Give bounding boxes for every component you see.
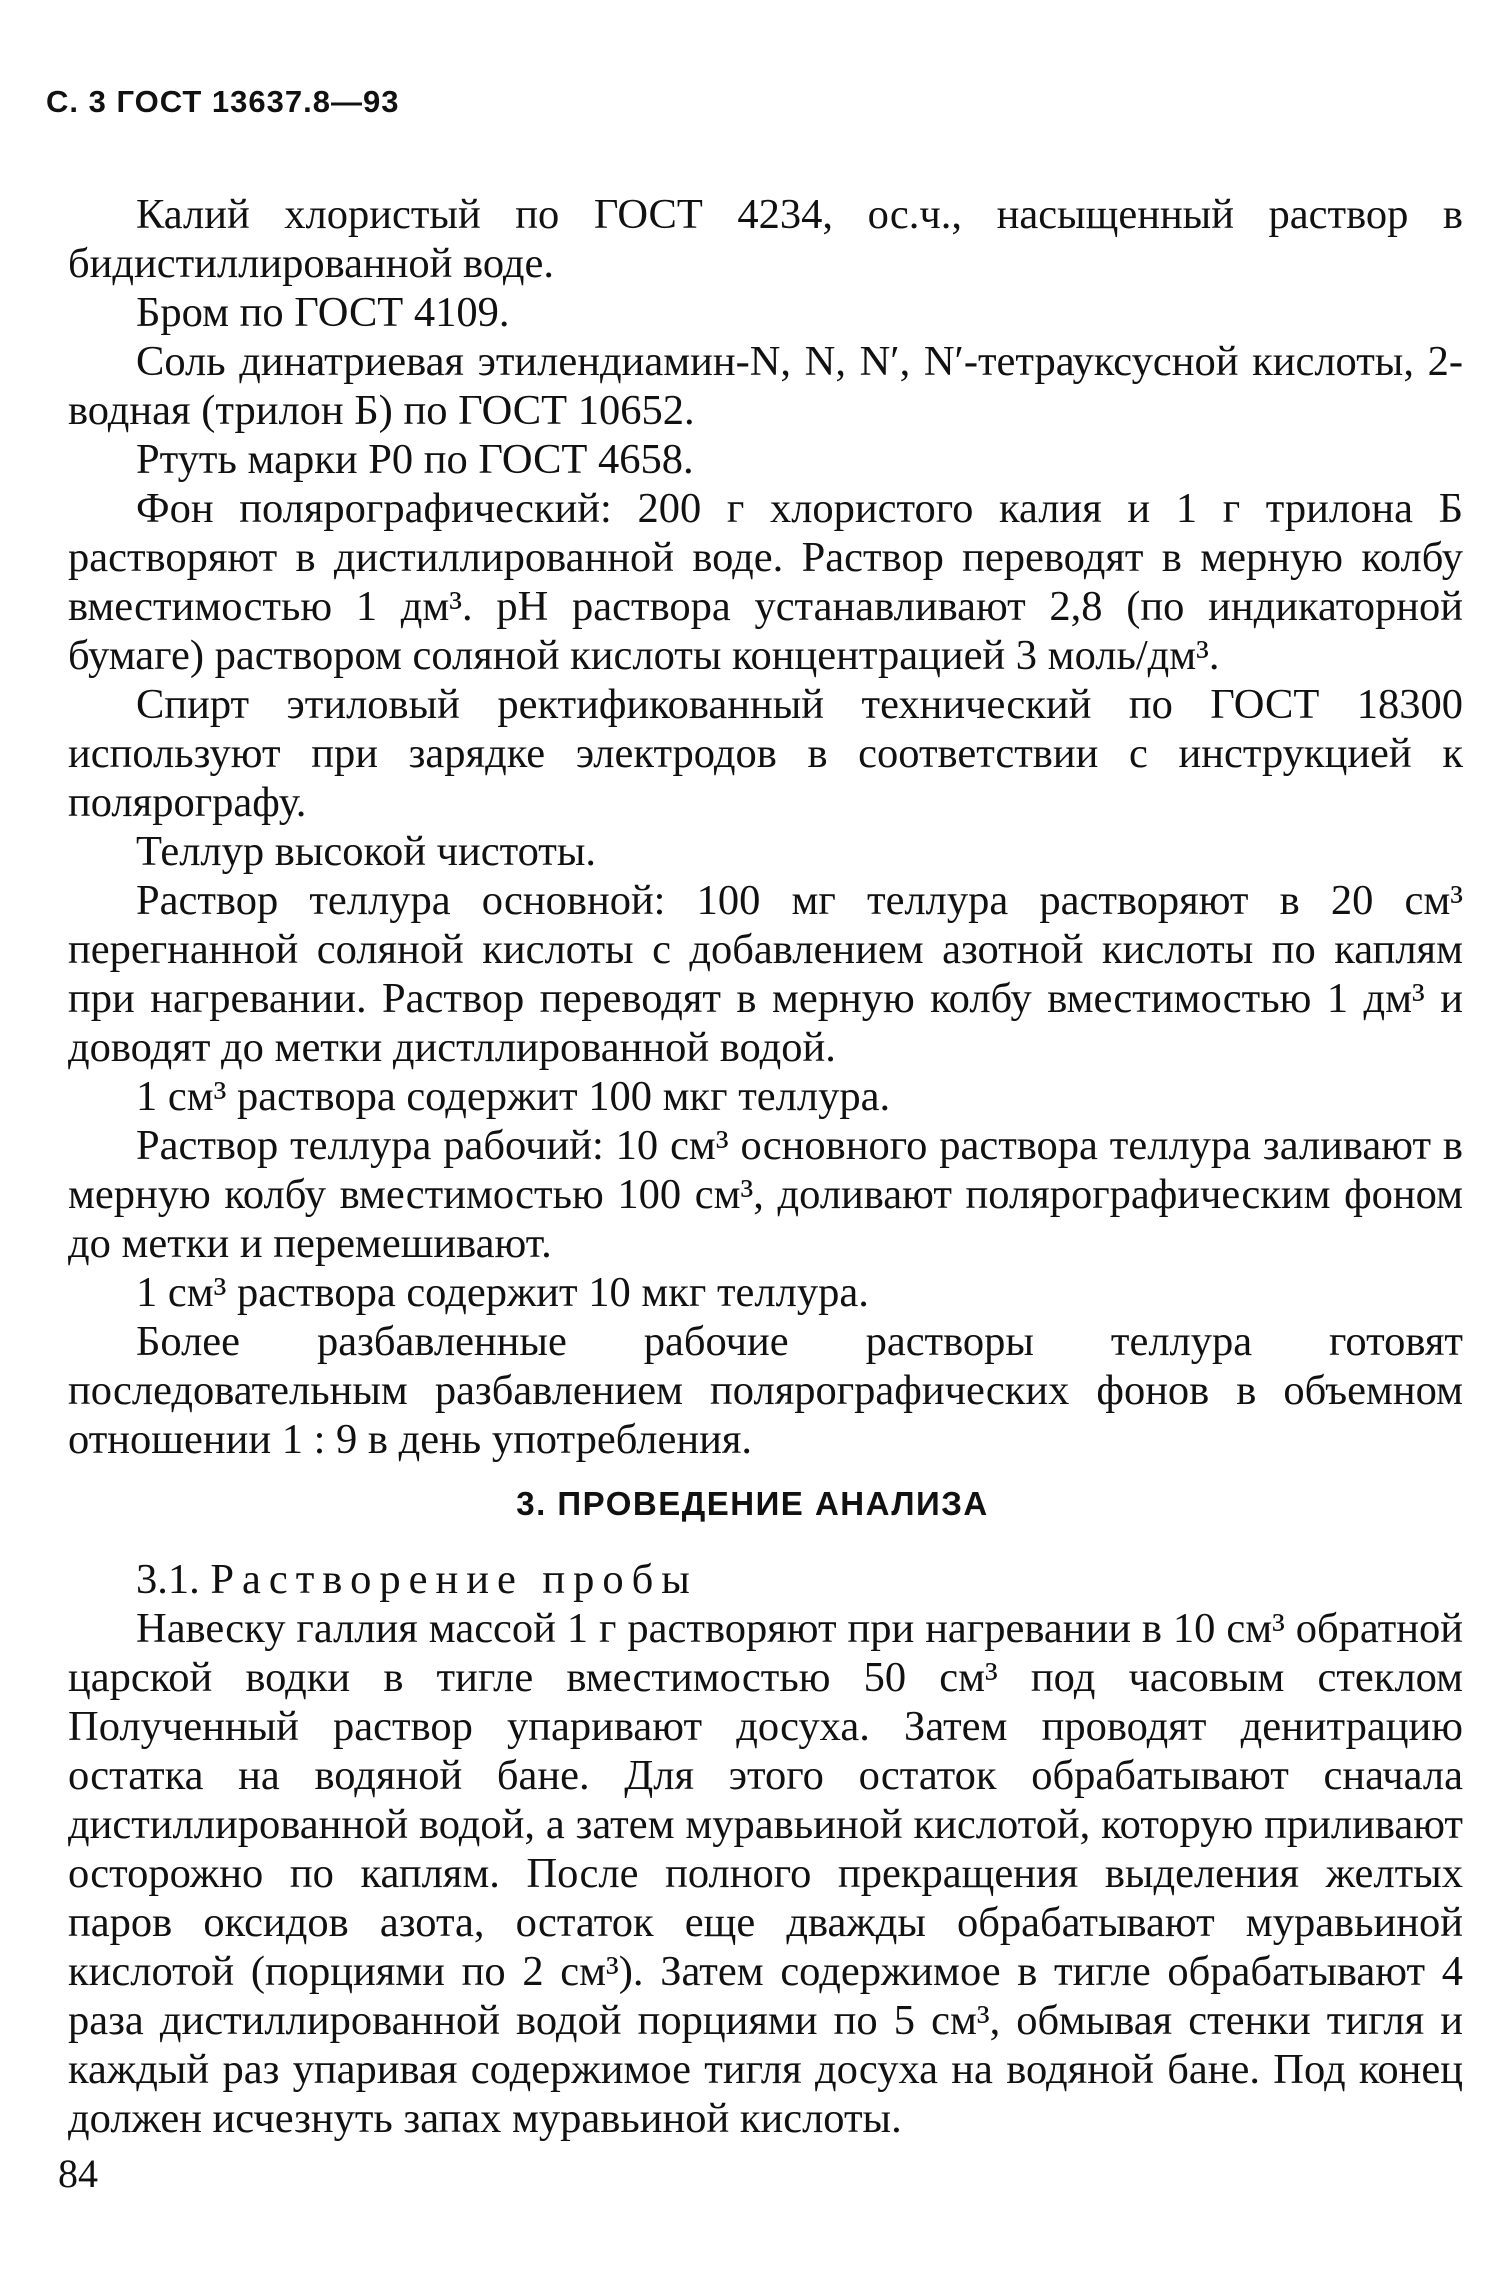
subsection-number: 3.1. [136, 1556, 200, 1603]
paragraph: Калий хлористый по ГОСТ 4234, ос.ч., насыщенный раствор в бидистиллированной воде. [68, 191, 1463, 287]
paragraph: Более разбавленные рабочие растворы теллура готовят последовательным разбавлением полярографических фонов в объемном отношении 1 : 9 в день употребления. [68, 1318, 1463, 1463]
subsection [68, 1555, 1463, 2143]
paragraph: Спирт этиловый ректификованный технический по ГОСТ 18300 используют при зарядке электродов в соответствии с инструкцией к полярографу. [68, 681, 1463, 826]
section-heading: 3. ПРОВЕДЕНИЕ АНАЛИЗА [516, 1485, 989, 1522]
paragraph: 1 см³ раствора содержит 10 мкг теллура. [136, 1269, 869, 1316]
paragraph: 1 см³ раствора содержит 100 мкг теллура. [136, 1073, 891, 1120]
paragraph: Бром по ГОСТ 4109. [136, 289, 510, 336]
subsection-title-line [68, 1555, 1463, 1604]
paragraph: Ртуть марки Р0 по ГОСТ 4658. [136, 436, 694, 483]
page-number: 84 [58, 2151, 98, 2196]
paragraph: Фон полярографический: 200 г хлористого калия и 1 г трилона Б растворяют в дистиллированной воде. Раствор переводят в мерную колбу вместимостью 1 дм³. pH раствора устанавливают 2,8 (по индикаторной бумаге) раствором соляной кислоты концентрацией 3 моль/дм³. [68, 485, 1463, 679]
paragraph: Раствор теллура рабочий: 10 см³ основного раствора теллура заливают в мерную колбу вместимостью 100 см³, доливают полярографическим фоном до метки и перемешивают. [68, 1122, 1463, 1267]
paragraph: Раствор теллура основной: 100 мг теллура растворяют в 20 см³ перегнанной соляной кислоты с добавлением азотной кислоты по каплям при нагревании. Раствор переводят в мерную колбу вместимостью 1 дм³ и доводят до метки дистллированной водой. [68, 877, 1463, 1071]
subsection-title: Растворение пробы [210, 1556, 698, 1603]
reagents-list [68, 190, 1463, 1464]
running-head: С. 3 ГОСТ 13637.8—93 [46, 84, 400, 119]
paragraph: Навеску галлия массой 1 г растворяют при нагревании в 10 см³ обратной царской водки в тигле вместимостью 50 см³ под часовым стеклом Полученный раствор упаривают досуха. Затем проводят денитрацию остатка на водяной бане. Для этого остаток обрабатывают сначала дистиллированной водой, а затем муравьиной кислотой, которую приливают осторожно по каплям. После полного прекращения выделения желтых паров оксидов азота, остаток еще дважды обрабатывают муравьиной кислотой (порциями по 2 см³). Затем содержимое в тигле обрабатывают 4 раза дистиллированной водой порциями по 5 см³, обмывая стенки тигля и каждый раз упаривая содержимое тигля досуха на водяной бане. Под конец должен исчезнуть запах муравьиной кислоты. [68, 1605, 1463, 2142]
paragraph: Соль динатриевая этилендиамин-N, N, N′, N′-тетрауксусной кислоты, 2-водная (трилон Б) по ГОСТ 10652. [68, 338, 1463, 434]
paragraph: Теллур высокой чистоты. [136, 828, 597, 875]
